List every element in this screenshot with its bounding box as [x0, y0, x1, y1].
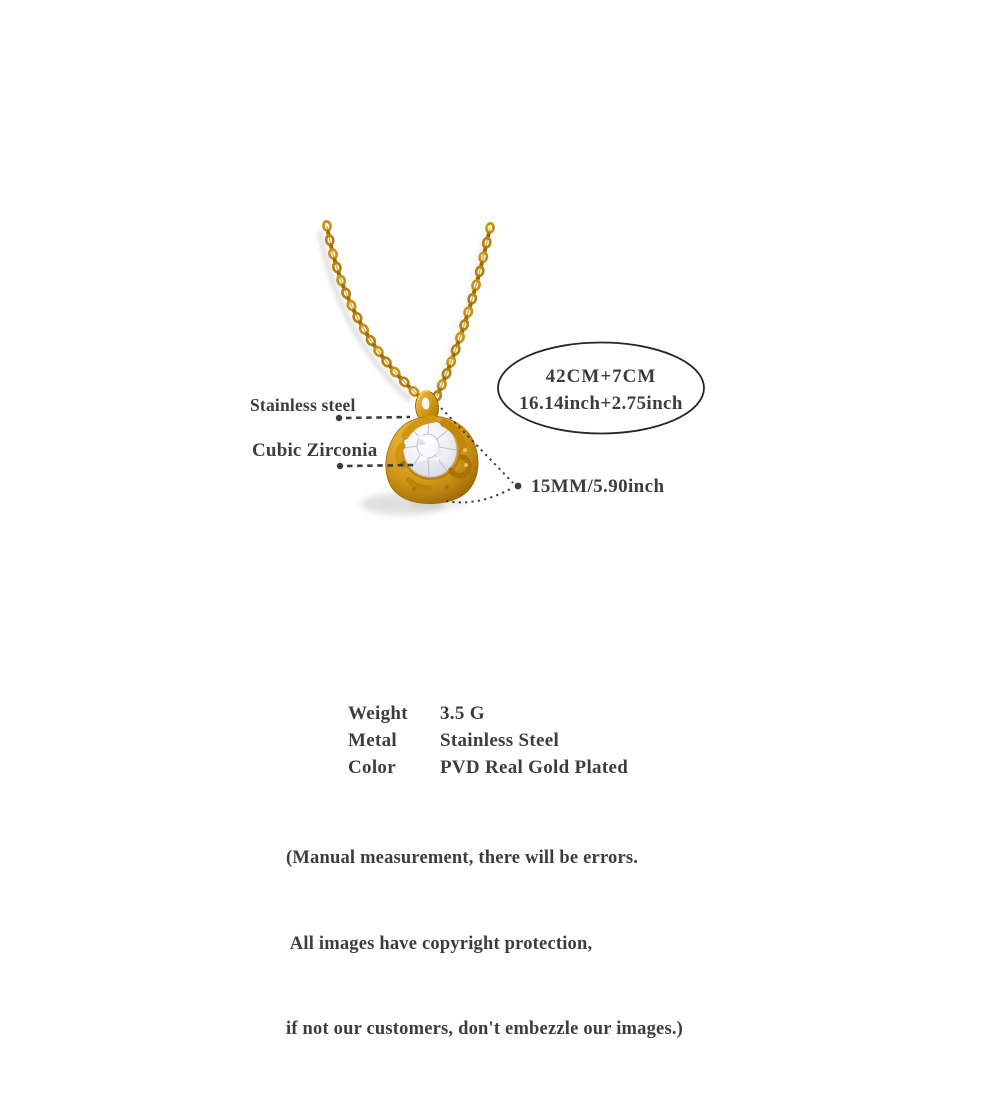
- disclaimer-line-3: if not our customers, don't embezzle our images.): [286, 1019, 684, 1039]
- chain-left-core: [327, 226, 419, 396]
- chain-length-cm: 42CM+7CM: [545, 366, 657, 387]
- label-chain-material: Stainless steel: [250, 395, 356, 415]
- label-pendant-size: 15MM/5.90inch: [531, 476, 665, 497]
- chain-shadow: [320, 231, 485, 401]
- spec-value-color: PVD Real Gold Plated: [440, 757, 629, 778]
- spec-label-color: Color: [348, 757, 396, 778]
- chain-left-links: [323, 221, 423, 400]
- disclaimer: [286, 787, 683, 1101]
- disclaimer-line-1: (Manual measurement, there will be errors.: [286, 848, 639, 868]
- spec-label-weight: Weight: [348, 703, 408, 724]
- spec-value-weight: 3.5 G: [440, 703, 485, 724]
- spec-table: [348, 700, 628, 781]
- spec-value-metal: Stainless Steel: [440, 730, 560, 751]
- leader-line-chain-material: [346, 417, 410, 418]
- pendant: [386, 416, 478, 504]
- label-stone-material: Cubic Zirconia: [252, 440, 378, 461]
- disclaimer-line-2: All images have copyright protection,: [286, 933, 593, 954]
- leader-dot-stone-material: [337, 463, 343, 469]
- label-chain-length: [496, 363, 706, 417]
- chain-length-inch: 16.14inch+2.75inch: [519, 393, 683, 414]
- spec-label-metal: Metal: [348, 730, 397, 751]
- leader-dot-pendant-size: [515, 483, 522, 490]
